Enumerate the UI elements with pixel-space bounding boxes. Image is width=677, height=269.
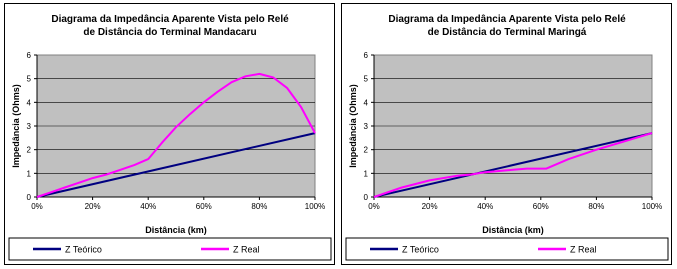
- x-tick-label: 20%: [84, 202, 101, 211]
- y-tick-label: 3: [363, 122, 368, 131]
- legend-label: Z Real: [233, 244, 260, 255]
- x-tick-label: 100%: [641, 202, 663, 211]
- x-tick-label: 40%: [477, 202, 494, 211]
- y-tick-label: 2: [26, 145, 31, 155]
- y-tick-label: 5: [363, 74, 368, 84]
- legend-label: Z Teórico: [65, 244, 102, 255]
- x-tick-label: 80%: [251, 202, 268, 211]
- x-tick-label: 0%: [31, 202, 43, 211]
- x-axis-title: Distância (km): [145, 225, 207, 235]
- y-tick-label: 5: [26, 74, 31, 84]
- chart-title-line: de Distância do Terminal Maringá: [427, 27, 587, 38]
- legend-label: Z Real: [570, 244, 597, 255]
- legend-label: Z Teórico: [402, 244, 439, 255]
- x-tick-label: 0%: [368, 202, 380, 211]
- x-tick-label: 100%: [304, 202, 326, 211]
- chart-maringa: [341, 3, 672, 265]
- x-tick-label: 20%: [421, 202, 438, 211]
- chart-title-line: Diagrama da Impedância Aparente Vista pelo Relé: [51, 14, 289, 25]
- y-tick-label: 6: [26, 51, 31, 60]
- y-tick-label: 4: [26, 98, 31, 108]
- chart-title-line: Diagrama da Impedância Aparente Vista pelo Relé: [388, 14, 626, 25]
- chart-mandacaru: [4, 3, 335, 265]
- x-tick-label: 40%: [140, 202, 157, 211]
- x-tick-label: 60%: [532, 202, 549, 211]
- y-tick-label: 6: [363, 51, 368, 60]
- x-axis-title: Distância (km): [482, 225, 544, 235]
- y-tick-label: 3: [26, 122, 31, 131]
- y-tick-label: 1: [363, 169, 368, 179]
- y-axis-title: Impedância (Ohms): [348, 84, 358, 168]
- y-tick-label: 2: [363, 145, 368, 155]
- chart-mandacaru-svg: [5, 4, 336, 266]
- y-tick-label: 4: [363, 98, 368, 108]
- y-tick-label: 1: [26, 169, 31, 179]
- chart-maringa-svg: [342, 4, 673, 266]
- y-tick-label: 0: [363, 193, 368, 202]
- chart-title-line: de Distância do Terminal Mandacaru: [83, 27, 257, 38]
- x-tick-label: 80%: [588, 202, 605, 211]
- x-tick-label: 60%: [195, 202, 212, 211]
- y-axis-title: Impedância (Ohms): [11, 84, 21, 168]
- y-tick-label: 0: [26, 193, 31, 202]
